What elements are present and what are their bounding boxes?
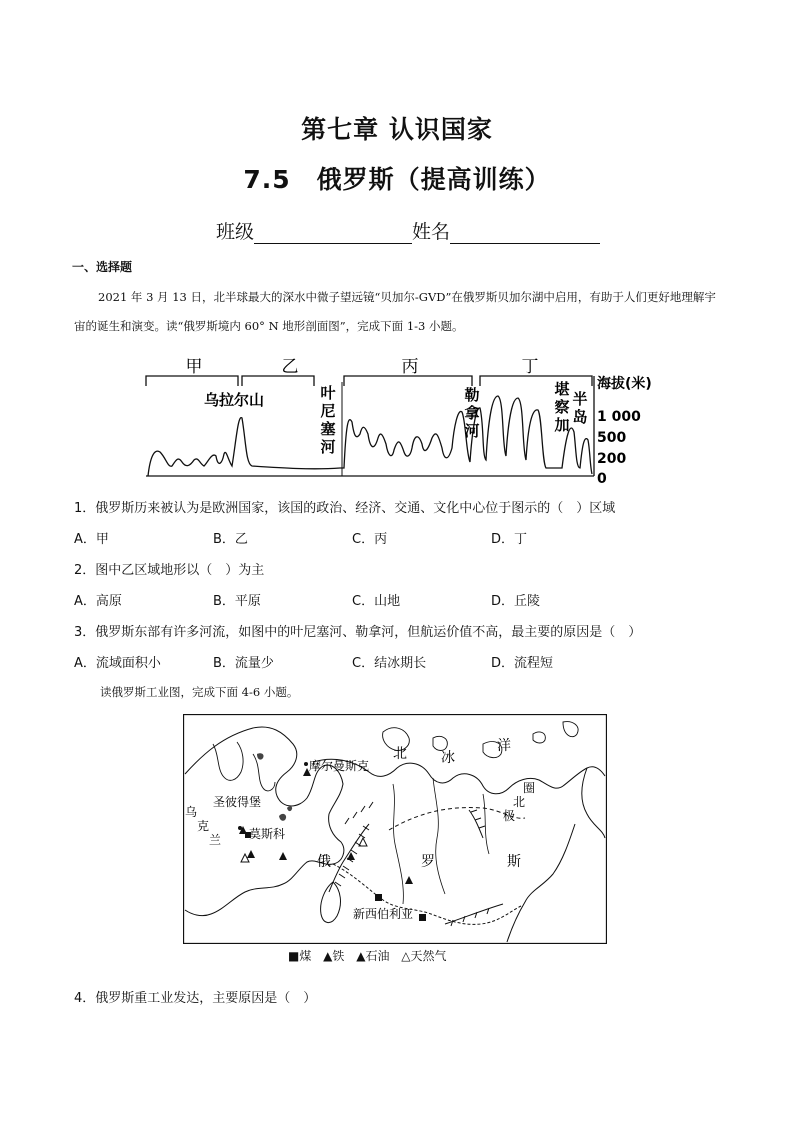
tick-500: 500	[597, 430, 627, 446]
murmansk-dot	[304, 762, 308, 766]
q3-option-d[interactable]: D．流程短	[491, 656, 554, 671]
ural-label: 乌拉尔山	[204, 391, 265, 409]
question-3-stem: 3．俄罗斯东部有许多河流，如图中的叶尼塞河、勒拿河，但航运价值不高，最主要的原因是（ ）	[74, 625, 642, 640]
yenisei-char-4: 河	[320, 438, 336, 456]
label-moscow: 莫斯科	[249, 827, 286, 841]
label-st-petersburg: 圣彼得堡	[213, 795, 262, 809]
q2-option-a[interactable]: A．高原	[74, 594, 122, 609]
peninsula-char-2: 岛	[572, 408, 588, 426]
region-ding: 丁	[521, 357, 539, 377]
chapter-title: 第七章 认识国家	[301, 115, 493, 144]
industry-map-figure	[183, 714, 607, 944]
tick-0: 0	[597, 471, 607, 484]
question-1-stem: 1．俄罗斯历来被认为是欧洲国家，该国的政治、经济、交通、文化中心位于图示的（ ）区域	[74, 501, 616, 516]
map-legend	[288, 947, 455, 964]
class-name-line	[216, 217, 600, 244]
label-murmansk: 摩尔曼斯克	[309, 759, 370, 773]
altitude-label: 海拔(米)	[597, 376, 652, 392]
q1-option-d[interactable]: D．丁	[491, 532, 528, 547]
region-jia: 甲	[185, 357, 203, 377]
q3-option-b[interactable]: B．流量少	[213, 656, 274, 671]
region-brackets	[146, 376, 592, 386]
bracket-bing	[344, 376, 472, 386]
q1-option-b[interactable]: B．乙	[213, 532, 248, 547]
class-blank[interactable]	[254, 223, 412, 244]
q1-option-c[interactable]: C．丙	[352, 532, 388, 547]
label-ukraine-3: 兰	[209, 833, 222, 847]
bracket-ding	[480, 376, 592, 386]
label-e: 俄	[317, 854, 331, 870]
lena-char-1: 勒	[464, 386, 480, 404]
kamchatka-char-3: 加	[554, 416, 570, 434]
coal-symbol-1	[375, 894, 382, 901]
label-ukraine-1: 乌	[185, 805, 198, 819]
q2-option-d[interactable]: D．丘陵	[491, 594, 541, 609]
label-luo: 罗	[421, 854, 435, 870]
intro-paragraph	[74, 283, 726, 341]
legend-gas: △天然气	[401, 949, 447, 963]
kamchatka-char-1: 堪	[554, 380, 570, 398]
bracket-jia	[146, 376, 238, 386]
kamchatka-char-2: 察	[554, 398, 570, 416]
lena-char-3: 河	[464, 422, 480, 440]
section-title: 一、选择题	[72, 260, 133, 274]
yenisei-char-2: 尼	[320, 402, 336, 420]
legend-coal: ■煤	[288, 949, 312, 963]
label-ocean: 洋	[497, 738, 511, 754]
yenisei-char-3: 塞	[320, 420, 336, 438]
region-yi: 乙	[281, 357, 299, 377]
terrain-profile-figure	[142, 352, 662, 484]
label-ukraine-2: 克	[197, 819, 210, 833]
tick-200: 200	[597, 451, 627, 467]
q3-option-a[interactable]: A．流域面积小	[74, 656, 161, 671]
yenisei-char-1: 叶	[320, 384, 336, 402]
coal-symbol-2	[419, 914, 426, 921]
legend-oil: ▲石油	[356, 949, 390, 963]
legend-iron: ▲铁	[323, 949, 345, 963]
class-label: 班级	[216, 221, 255, 243]
question-2-stem: 2．图中乙区域地形以（ ）为主	[74, 563, 265, 578]
lena-char-2: 拿	[464, 404, 480, 422]
intro2-text: 读俄罗斯工业图，完成下面 4-6 小题。	[100, 685, 299, 699]
tick-1000: 1 000	[597, 409, 641, 425]
question-4-stem: 4．俄罗斯重工业发达，主要原因是（ ）	[74, 991, 317, 1006]
label-ice: 冰	[441, 750, 455, 766]
label-novosibirsk: 新西伯利亚	[353, 907, 414, 921]
lesson-title: 7.5 俄罗斯（提高训练）	[243, 165, 551, 194]
q2-option-c[interactable]: C．山地	[352, 594, 401, 609]
q3-option-c[interactable]: C．结冰期长	[352, 656, 427, 671]
name-label: 姓名	[412, 221, 451, 243]
bracket-yi	[242, 376, 314, 386]
label-arctic-circle-1: 圈	[523, 781, 536, 795]
region-bing: 丙	[401, 357, 419, 377]
label-arctic-circle-3: 极	[503, 809, 516, 823]
label-north: 北	[393, 746, 407, 762]
q1-option-a[interactable]: A．甲	[74, 532, 109, 547]
label-si: 斯	[507, 854, 521, 870]
label-arctic-circle-2: 北	[513, 795, 526, 809]
st-petersburg-dot	[238, 826, 242, 830]
peninsula-char-1: 半	[572, 390, 588, 408]
q2-option-b[interactable]: B．平原	[213, 594, 261, 609]
name-blank[interactable]	[450, 223, 600, 244]
intro-text: 2021 年 3 月 13 日，北半球最大的深水中微子望远镜“贝加尔-GVD”在俄罗斯贝加尔湖中启用，有助于人们更好地理解宇宙的诞生和演变。读“俄罗斯境内 60° N 地形剖面图”，完成下面 1-3 小题。	[74, 290, 716, 333]
